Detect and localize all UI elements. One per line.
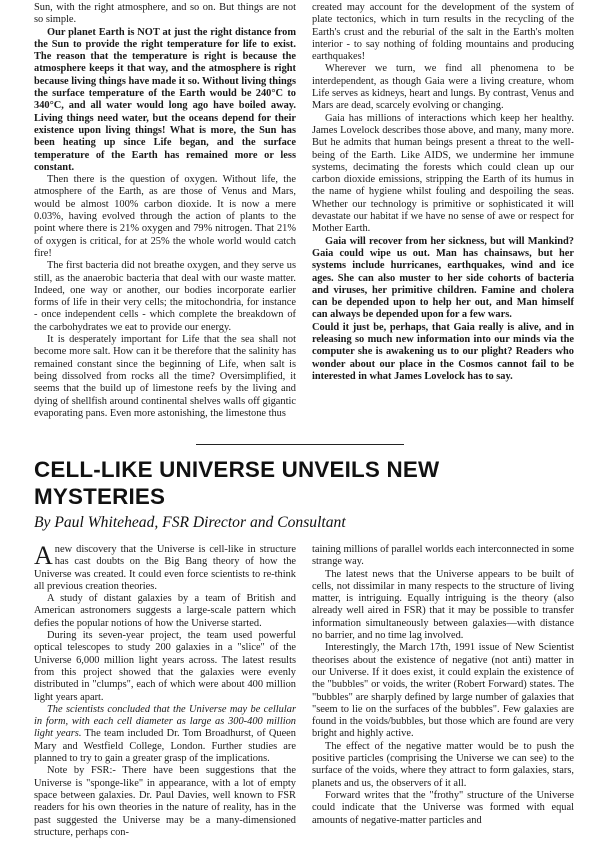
paragraph: The latest news that the Universe appears to be built of cells, not dissimilar in many respects to the structure of living matter, is intriguing. Equally intriguing is the theory (also already well aired in FSR) that it may be possible to transfer information simultaneously between galaxies—with distance no barrier, and no time lag involved.	[312, 568, 574, 642]
italic-sentence: The scientists concluded that the Universe may be cellular in form, with each cell diameter as large as 300-400 million light years.	[34, 703, 296, 740]
paragraph	[34, 704, 296, 765]
paragraph: Wherever we turn, we find all phenomena to be interdependent, as though Gaia were a living creature, whom Life serves as kidneys, heart and lungs. By contrast, Venus and Mars are dead, scarcely evolving or changing.	[312, 63, 574, 112]
bold-paragraph: Could it just be, perhaps, that Gaia really is alive, and in releasing so much new information into our minds via the computer she is awakening us to our plight? Readers who wonder about our place in the Cosmos cannot fail to be interested in what James Lovelock has to say.	[312, 321, 574, 382]
paragraph: taining millions of parallel worlds each interconnected in some strange way.	[312, 544, 574, 568]
paragraph: The first bacteria did not breathe oxygen, and they serve us still, as the anaerobic bacteria that deal with our waste matter. Indeed, one way or another, our bodies incorporate earlier forms of life in their very cells; the mitochondria, for instance - once independent cells - which complete the breakdown of the carbohydrates we eat to provide our energy.	[34, 260, 296, 333]
gaia-article-left-column	[34, 2, 296, 420]
paragraph: The effect of the negative matter would be to push the positive particles (comprising the Universe we can see) to the surface of the voids, where they attract to form galaxies, stars, planets and us, the observers of it all.	[312, 740, 574, 789]
paragraph: Gaia has millions of interactions which keep her healthy. James Lovelock describes those above, and many, many more. But he admits that human beings present a threat to the well-being of the Earth. Like AIDS, we undermine her immune systems, decimating the forests which could clean up our carbon dioxide emissions, stripping the Earth of its humus in the name of hygiene whilst fouling and despoiling the seas. Whether our technology is primitive or sophisticated it will devastate our habitat if we have no sense of awe or respect for Mother Earth.	[312, 112, 574, 235]
drop-cap: A	[34, 541, 53, 570]
article-byline: By Paul Whitehead, FSR Director and Consultant	[34, 514, 346, 531]
bold-paragraph: Gaia will recover from her sickness, but will Mankind? Gaia could wipe us out. Man has chainsaws, but her systems include hurricanes, earthquakes, wind and ice ages. She can also muster to her side cohorts of bacteria and viruses, her primitive children. Famine and cholera can be depended upon to help her out, and Man himself can always be depended upon for a few wars.	[312, 235, 574, 321]
universe-article-left-column	[34, 541, 296, 839]
gaia-article-right-column	[312, 2, 574, 383]
paragraph: It is desperately important for Life that the sea shall not become more salt. How can it be therefore that the salinity has remained constant since the beginning of Life, when salt is being dissolved from rocks all the time? Oversimplified, it seems that the build up of limestone reefs by the living and dying of shellfish around continental shelves walls off gigantic evaporating pans. Even more astonishing, the limestone thus	[34, 334, 296, 419]
paragraph: Sun, with the right atmosphere, and so on. But things are not so simple.	[34, 2, 296, 26]
universe-article-right-column	[312, 544, 574, 827]
paragraph: Then there is the question of oxygen. Without life, the atmosphere of the Earth, as are those of Venus and Mars, would be almost 100% carbon dioxide. It is now a mere 0.03%, having evolved through the action of plants to the point where there is 21% oxygen and 79% nitrogen. That 21% of oxygen is critical, for at 25% the whole world would catch fire!	[34, 174, 296, 259]
paragraph: Note by FSR:- There have been suggestions that the Universe is "sponge-like" in appearance, with a lot of empty space between galaxies. Dr. Paul Davies, well known to FSR readers for his own theories in the nature of reality, has in the past suggested the Universe may be a many-dimensioned structure, perhaps con-	[34, 765, 296, 838]
section-divider	[196, 444, 404, 445]
lead-text: new discovery that the Universe is cell-like in structure has cast doubts on the Big Bang theory of how the Universe was created. It could even force scientists to re-think all previous creation theories.	[34, 544, 296, 592]
paragraph: During its seven-year project, the team used powerful optical telescopes to study 200 galaxies in a "slice" of the Universe 6,000 million light years across. The latest results from this project showed that the galaxies were evenly distributed in "clumps", each of which were about 400 million light years apart.	[34, 630, 296, 703]
bold-paragraph: Our planet Earth is NOT at just the right distance from the Sun to provide the right temperature for life to exist. The reason that the temperature is right is because the atmosphere keeps it that way, and the atmosphere is right because living things have made it so. Without living things the surface temperature of the Earth would be 240°C to 340°C, and all water would long ago have boiled away. Living things need water, but the oceans depend for their existence upon living things! What is more, the Sun has been heating up since Life began, and the surface temperature of the Earth has remained more or less constant.	[34, 26, 296, 173]
paragraph-text: The team included Dr. Tom Broadhurst, of Queen Mary and Westfield College, London. Further studies are planned to try to gain a greater grasp of the implications.	[34, 728, 296, 765]
lead-paragraph	[34, 541, 296, 593]
paragraph: Interestingly, the March 17th, 1991 issue of New Scientist theorises about the existence of negative (not anti) matter in our Universe. If it does exist, it could explain the existence of the "bubbles" or voids, the writer (Robert Forward) states. The "bubbles" are sharply defined by large number of galaxies that "seem to lie on the surfaces of the bubbles". Few galaxies are found in the voids/bubbles, but those which are found are very bright and highly active.	[312, 642, 574, 740]
article-headline: CELL-LIKE UNIVERSE UNVEILS NEW MYSTERIES	[34, 457, 440, 509]
paragraph: Forward writes that the "frothy" structure of the Universe could indicate that the Universe was formed with equal amounts of negative-matter particles and	[312, 789, 574, 826]
paragraph: created may account for the development of the system of plate tectonics, which in turn results in the recycling of the Earth's crust and the reburial of the salt in the Earth's molten interior - to say nothing of folding mountains and producing earthquakes!	[312, 2, 574, 63]
paragraph: A study of distant galaxies by a team of British and American astronomers suggests a large-scale pattern which defies the popular notions of how the Universe started.	[34, 593, 296, 629]
